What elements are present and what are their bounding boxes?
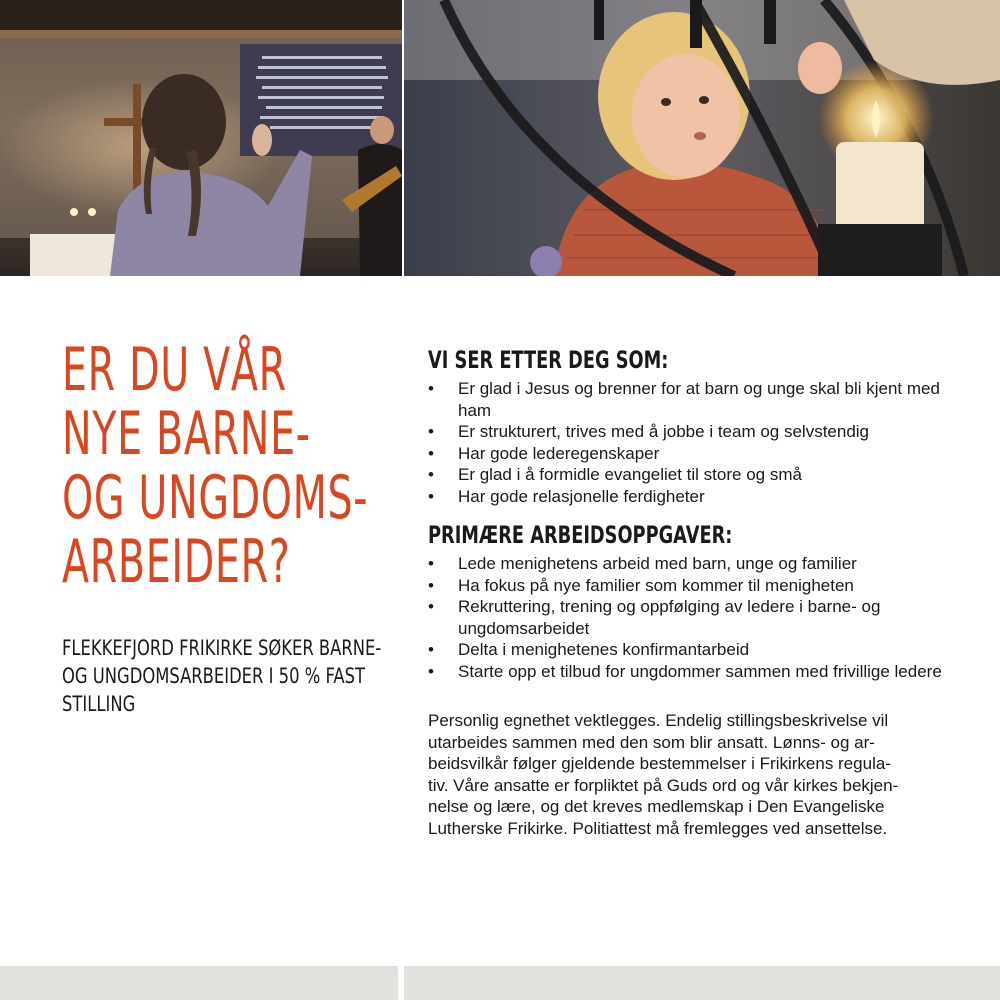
tasks-list [428,553,958,682]
bullet-icon: • [428,443,434,463]
bullet-icon: • [428,422,434,441]
paragraph-line: tiv. Våre ansatte er forpliktet på Guds ord og vår kirkes bekjen- [428,775,899,795]
list-item [428,553,958,575]
bullet-icon: • [428,554,434,573]
list-item [428,421,958,443]
child-candle-photo [404,0,1000,276]
list-item-text: Er strukturert, trives med å jobbe i team og selvstendig [458,422,870,441]
list-item [428,443,958,465]
list-item [428,378,958,421]
job-description [428,346,958,840]
list-item [428,575,958,597]
requirements-list [428,378,958,507]
list-item [428,486,958,508]
section-heading-requirements: VI SER ETTER DEG SOM: [428,346,669,374]
list-item-text: Har gode lederegenskaper [458,443,660,463]
footer-bar [0,966,1000,1000]
list-item-text: Starte opp et tilbud for ungdommer sammen med frivillige ledere [458,661,942,681]
bullet-icon: • [428,575,434,595]
paragraph-line: utarbeides sammen med den som blir ansatt. Lønns- og ar- [428,732,875,752]
bullet-icon: • [428,597,434,616]
bullet-icon: • [428,465,434,484]
bullet-icon: • [428,661,434,681]
footer-panel-left [0,966,398,1000]
paragraph-line: beidsvilkår følger gjeldende bestemmelser i Frikirkens regula- [428,754,891,774]
title-line: OG UNGDOMS- [62,463,369,533]
title-line: ER DU VÅR [62,335,287,405]
list-item-text: Har gode relasjonelle ferdigheter [458,486,705,506]
list-item-text: Er glad i Jesus og brenner for at barn og unge skal bli kjent med ham [458,379,940,420]
bullet-icon: • [428,486,434,506]
section-heading-tasks: PRIMÆRE ARBEIDSOPPGAVER: [428,521,733,549]
list-item [428,661,958,683]
page-title [62,335,369,597]
title-line: ARBEIDER? [62,527,291,597]
title-line: NYE BARNE- [62,399,311,469]
photo-strip [0,0,1000,276]
subtitle-line: OG UNGDOMSARBEIDER I 50 % FAST [62,664,366,688]
worship-photo [0,0,402,276]
list-item-text: Rekruttering, trening og oppfølging av ledere i barne- og ungdomsarbeidet [458,597,881,638]
paragraph-line: Personlig egnethet vektlegges. Endelig stillingsbeskrivelse vil [428,711,889,730]
subtitle-line: FLEKKEFJORD FRIKIRKE SØKER BARNE- [62,636,382,660]
terms-paragraph [428,710,958,840]
list-item [428,596,958,639]
list-item [428,464,958,486]
bullet-icon: • [428,640,434,659]
subtitle [62,634,382,718]
bullet-icon: • [428,379,434,398]
paragraph-line: nelse og lære, og det kreves medlemskap i Den Evangeliske [428,797,885,817]
list-item-text: Ha fokus på nye familier som kommer til menigheten [458,575,854,595]
list-item-text: Lede menighetens arbeid med barn, unge og familier [458,554,857,573]
paragraph-line: Lutherske Frikirke. Politiattest må fremlegges ved ansettelse. [428,818,888,838]
subtitle-line: STILLING [62,692,136,716]
list-item-text: Er glad i å formidle evangeliet til store og små [458,465,802,484]
list-item [428,639,958,661]
footer-panel-right [404,966,1000,1000]
list-item-text: Delta i menighetenes konfirmantarbeid [458,640,750,659]
